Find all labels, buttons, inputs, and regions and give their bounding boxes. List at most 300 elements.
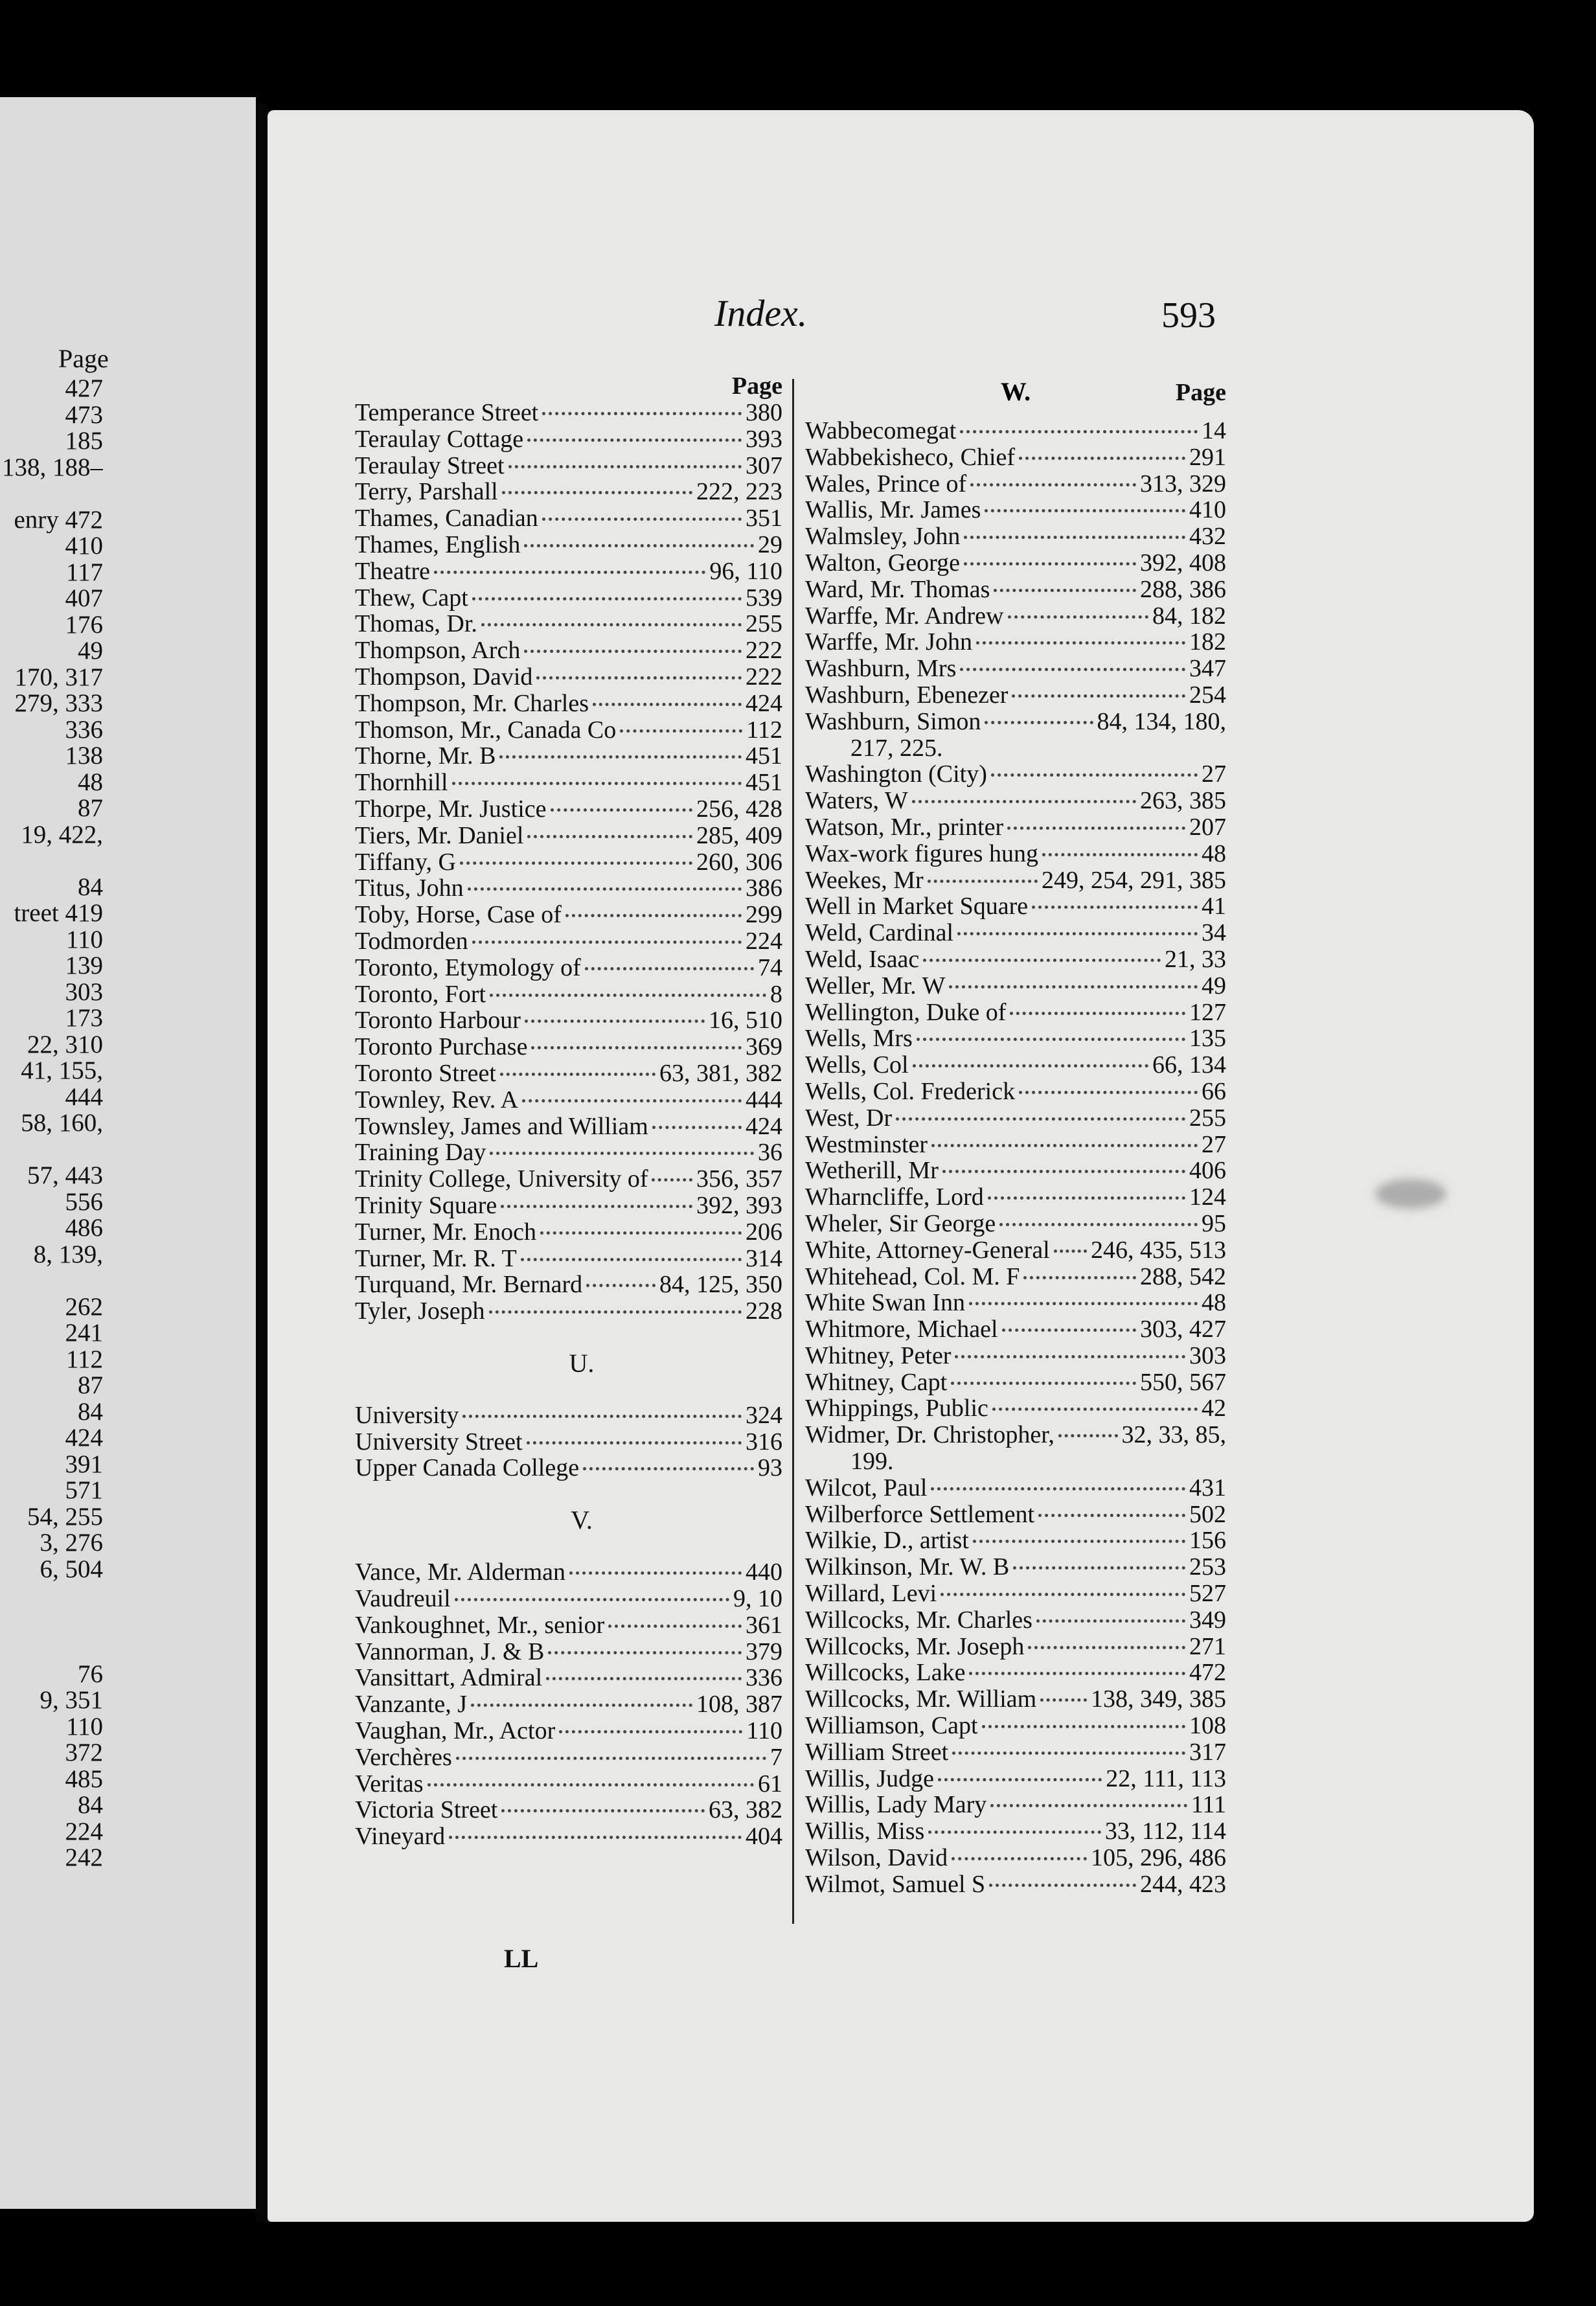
entry-pages: 291 <box>1189 444 1226 471</box>
dot-leader <box>1058 1434 1118 1437</box>
letter-heading-w: W. <box>1000 377 1031 406</box>
dot-leader <box>1032 906 1198 909</box>
entry-name: Willard, Levi <box>805 1581 937 1607</box>
left-page-fragment-line: treet 419 <box>14 900 103 927</box>
left-page-fragment-line: enry 472 <box>14 507 103 533</box>
dot-leader <box>586 1284 656 1287</box>
entry-pages: 316 <box>746 1428 782 1456</box>
index-entry <box>355 585 782 611</box>
left-page-fragment-line: 19, 422, <box>21 821 103 848</box>
entry-pages: 222 <box>746 637 782 664</box>
left-page-fragment-line: 54, 255 <box>27 1503 103 1530</box>
entry-pages: 27 <box>1202 1131 1226 1158</box>
dot-leader <box>1028 1646 1185 1649</box>
entry-pages: 48 <box>1202 840 1226 867</box>
index-entry <box>805 1369 1226 1396</box>
entry-name: West, Dr <box>805 1104 893 1132</box>
index-entry <box>355 1586 782 1612</box>
index-entry <box>805 1475 1226 1501</box>
entry-pages: 9, 10 <box>733 1586 782 1612</box>
dot-leader <box>964 562 1136 565</box>
entry-pages: 351 <box>746 505 782 532</box>
entry-pages: 271 <box>1189 1633 1226 1660</box>
index-entry <box>805 1184 1226 1211</box>
index-entry <box>805 1237 1226 1264</box>
entry-pages: 255 <box>1189 1104 1226 1132</box>
left-page-fragment-line: 6, 504 <box>40 1556 103 1582</box>
dot-leader <box>973 1540 1185 1543</box>
index-entry <box>355 1402 782 1429</box>
left-page-fragment-line: 427 <box>65 376 103 402</box>
index-entry <box>805 1845 1226 1871</box>
entry-pages: 93 <box>758 1455 782 1482</box>
entry-name: Vansittart, Admiral <box>355 1665 543 1692</box>
index-entry <box>355 770 782 796</box>
entry-pages: 29 <box>758 531 782 558</box>
entry-name: Thames, Canadian <box>355 505 538 532</box>
entry-name: Wallis, Mr. James <box>805 497 981 524</box>
dot-leader <box>1008 615 1149 619</box>
entry-pages: 8 <box>770 981 782 1008</box>
dot-leader <box>952 1857 1087 1860</box>
entry-pages: 431 <box>1189 1474 1226 1501</box>
dot-leader <box>472 941 742 944</box>
dot-leader <box>542 518 742 521</box>
entry-name: Toronto Purchase <box>355 1034 528 1060</box>
left-page-fragment-line: 138 <box>65 743 103 770</box>
index-entry <box>355 426 782 453</box>
entry-pages: 356, 357 <box>696 1166 782 1193</box>
entry-pages: 138, 349, 385 <box>1091 1686 1226 1713</box>
dot-leader <box>923 959 1161 962</box>
entry-pages: 108, 387 <box>696 1691 782 1718</box>
index-entry <box>805 1025 1226 1052</box>
left-page-fragment-line: 58, 160, <box>21 1110 103 1137</box>
dot-leader <box>969 1302 1198 1305</box>
left-page-fragment-line: 84 <box>78 1792 103 1819</box>
entry-name: Warffe, Mr. Andrew <box>805 602 1004 630</box>
index-entry <box>805 1132 1226 1158</box>
left-page-entries <box>0 376 103 1871</box>
dot-leader <box>481 623 742 626</box>
index-entry <box>805 1105 1226 1132</box>
dot-leader <box>548 1651 742 1654</box>
index-entry <box>355 1559 782 1586</box>
index-entry <box>805 603 1226 630</box>
entry-pages: 66, 134 <box>1152 1052 1226 1079</box>
book-spine <box>256 104 268 2222</box>
index-entry <box>355 1034 782 1060</box>
entry-pages: 22, 111, 113 <box>1106 1765 1226 1792</box>
index-entry <box>805 761 1226 788</box>
dot-leader <box>985 721 1093 724</box>
entry-name: Toronto Harbour <box>355 1007 521 1034</box>
left-page-fragment-line: 112 <box>65 1346 103 1373</box>
entry-pages: 207 <box>1189 814 1226 841</box>
index-entry <box>355 981 782 1008</box>
entry-pages: 84, 182 <box>1152 602 1226 630</box>
entry-name: Vineyard <box>355 1823 446 1851</box>
entry-name: White, Attorney-General <box>805 1237 1050 1264</box>
entry-pages: 369 <box>746 1034 782 1060</box>
entry-name: Trinity College, University of <box>355 1166 648 1193</box>
entry-name: Vance, Mr. Alderman <box>355 1559 566 1586</box>
entry-name: Turner, Mr. Enoch <box>355 1218 536 1246</box>
index-entry <box>355 1087 782 1113</box>
dot-leader <box>551 808 692 812</box>
entry-name: Teraulay Street <box>355 452 505 479</box>
index-entry <box>805 1686 1226 1713</box>
index-entry <box>805 1660 1226 1686</box>
dot-leader <box>501 1205 692 1208</box>
dot-leader <box>490 1152 754 1155</box>
entry-name: Teraulay Cottage <box>355 426 524 453</box>
index-entry <box>355 955 782 981</box>
dot-leader <box>500 1073 656 1076</box>
entry-name: Wax-work figures hung <box>805 840 1038 867</box>
entry-name: Wharncliffe, Lord <box>805 1184 984 1211</box>
left-page-fragment-line: 22, 310 <box>27 1031 103 1058</box>
signature-mark: LL <box>504 1944 539 1973</box>
entry-pages: 386 <box>746 875 782 902</box>
left-page-fragment-line: 176 <box>65 611 103 638</box>
entry-name: Vannorman, J. & B <box>355 1638 545 1665</box>
index-entry <box>355 1139 782 1166</box>
dot-leader <box>1019 457 1185 460</box>
index-entry <box>355 823 782 849</box>
entry-name: Williamson, Capt <box>805 1713 978 1739</box>
entry-pages: 228 <box>746 1298 782 1325</box>
entry-pages: 112 <box>746 716 782 744</box>
entry-name: Vaughan, Mr., Actor <box>355 1718 556 1744</box>
dot-leader <box>620 729 742 733</box>
index-column-left <box>355 372 782 1850</box>
entry-name: Thompson, David <box>355 663 533 691</box>
dot-leader <box>1054 1250 1087 1253</box>
index-entry <box>805 656 1226 682</box>
index-entry <box>805 629 1226 656</box>
dot-leader <box>585 967 754 970</box>
entry-name: Thorpe, Mr. Justice <box>355 795 547 823</box>
left-page-fragment-line: 49 <box>78 638 103 665</box>
index-entry <box>805 893 1226 920</box>
index-entry <box>805 999 1226 1026</box>
dot-leader <box>912 800 1136 803</box>
left-page-fragment-line: 473 <box>65 402 103 428</box>
entry-pages: 472 <box>1189 1660 1226 1687</box>
entry-name: Weller, Mr. W <box>805 972 946 999</box>
dot-leader <box>952 1752 1185 1755</box>
entry-pages: 111 <box>1191 1792 1226 1819</box>
entry-name: Thompson, Mr. Charles <box>355 690 589 717</box>
left-page-fragment-line: 139 <box>65 953 103 979</box>
dot-leader <box>1013 1566 1185 1570</box>
entry-name: Wellington, Duke of <box>805 999 1007 1026</box>
dot-leader <box>522 1099 742 1102</box>
index-entry <box>355 717 782 744</box>
entry-pages: 260, 306 <box>696 849 782 876</box>
entry-pages: 349 <box>1189 1606 1226 1634</box>
entry-name: Townley, Rev. A <box>355 1086 519 1113</box>
dot-leader <box>434 571 705 574</box>
entry-pages: 206 <box>746 1218 782 1246</box>
entry-name: Ward, Mr. Thomas <box>805 576 990 603</box>
w-entries <box>805 418 1226 735</box>
left-page-fragment <box>0 97 256 2209</box>
entry-pages: 7 <box>770 1744 782 1771</box>
entry-pages: 33, 112, 114 <box>1104 1818 1226 1845</box>
index-entry <box>355 1718 782 1744</box>
dot-leader <box>501 1809 705 1812</box>
index-entry <box>355 453 782 479</box>
entry-pages: 502 <box>1189 1501 1226 1528</box>
dot-leader <box>565 914 742 917</box>
entry-name: Thompson, Arch <box>355 637 521 664</box>
dot-leader <box>985 509 1185 512</box>
left-page-fragment-line: 110 <box>65 926 103 953</box>
index-entry <box>805 523 1226 550</box>
dot-leader <box>989 1884 1136 1887</box>
index-entry <box>355 1113 782 1140</box>
index-entry <box>355 1665 782 1691</box>
index-entry <box>355 1744 782 1771</box>
left-page-fragment-line: 185 <box>65 428 103 455</box>
entry-name: Verchères <box>355 1744 452 1771</box>
entry-pages: 63, 382 <box>709 1797 782 1824</box>
entry-name: Washburn, Simon <box>805 708 981 735</box>
dot-leader <box>652 1178 692 1182</box>
dot-leader <box>976 641 1185 645</box>
index-entry <box>355 928 782 955</box>
entry-pages: 110 <box>746 1718 782 1744</box>
index-entry <box>805 1264 1226 1290</box>
v-entries <box>355 1559 782 1850</box>
entry-name: Temperance Street <box>355 400 539 426</box>
index-entry <box>805 1079 1226 1105</box>
index-entry <box>355 1219 782 1246</box>
entry-pages: 21, 33 <box>1165 946 1226 973</box>
index-entry <box>355 796 782 823</box>
index-entry <box>355 664 782 691</box>
entry-pages: 244, 423 <box>1140 1871 1226 1898</box>
left-page-fragment-line: 87 <box>78 795 103 822</box>
dot-leader <box>951 1382 1136 1385</box>
entry-continuation: 199. <box>850 1448 894 1476</box>
left-page-fragment-line: 170, 317 <box>14 664 103 691</box>
entry-name: Wells, Col <box>805 1052 909 1079</box>
dot-leader <box>1038 1514 1185 1517</box>
entry-pages: 299 <box>746 902 782 928</box>
left-page-fragment-line <box>0 1582 103 1609</box>
entry-name: Wilmot, Samuel S <box>805 1871 986 1898</box>
index-entry <box>805 550 1226 576</box>
page-number: 593 <box>1161 295 1216 336</box>
entry-name: Wells, Mrs <box>805 1025 913 1053</box>
dot-leader <box>988 1196 1185 1200</box>
entry-name: Toronto, Etymology of <box>355 954 581 981</box>
entry-pages: 451 <box>746 743 782 770</box>
entry-name: Waters, W <box>805 788 908 814</box>
dot-leader <box>472 597 742 600</box>
entry-pages: 253 <box>1189 1554 1226 1581</box>
index-entry <box>355 1166 782 1193</box>
entry-pages: 406 <box>1189 1158 1226 1185</box>
entry-name: Willcocks, Mr. William <box>805 1686 1037 1713</box>
entry-pages: 105, 296, 486 <box>1091 1845 1226 1871</box>
left-page-fragment-line: 41, 155, <box>21 1058 103 1084</box>
entry-name: Turner, Mr. R. T <box>355 1245 517 1272</box>
entry-pages: 288, 386 <box>1140 576 1226 603</box>
entry-name: Walmsley, John <box>805 523 961 550</box>
dot-leader <box>456 1757 766 1760</box>
left-page-fragment-line: 486 <box>65 1215 103 1242</box>
entry-continuation: 217, 225. <box>850 734 943 762</box>
entry-pages: 42 <box>1202 1395 1226 1422</box>
entry-pages: 254 <box>1189 681 1226 709</box>
entry-name: Westminster <box>805 1131 928 1158</box>
entry-name: Thew, Capt <box>355 584 468 611</box>
left-page-fragment-line: 372 <box>65 1740 103 1766</box>
dot-leader <box>970 483 1136 486</box>
entry-pages: 451 <box>746 770 782 796</box>
entry-pages: 424 <box>746 690 782 717</box>
index-entry <box>355 1639 782 1665</box>
entry-pages: 303, 427 <box>1140 1316 1226 1343</box>
dot-leader <box>546 1677 742 1680</box>
left-page-fragment-line <box>0 848 103 874</box>
index-entry <box>805 920 1226 946</box>
entry-name: Titus, John <box>355 875 464 902</box>
left-page-fragment-line: 485 <box>65 1766 103 1792</box>
entry-name: Washington (City) <box>805 761 987 788</box>
left-page-fragment-line: 110 <box>65 1713 103 1740</box>
entry-pages: 84, 134, 180, <box>1097 708 1226 735</box>
index-entry <box>355 1060 782 1087</box>
entry-name: Vankoughnet, Mr., senior <box>355 1612 605 1639</box>
dot-leader <box>559 1730 742 1733</box>
dot-leader <box>955 1355 1185 1358</box>
dot-leader <box>569 1571 742 1575</box>
entry-name: Willis, Judge <box>805 1765 935 1792</box>
entry-name: Willcocks, Mr. Charles <box>805 1606 1032 1634</box>
dot-leader <box>957 932 1198 935</box>
dot-leader <box>1036 1619 1185 1623</box>
index-entry <box>805 1713 1226 1739</box>
entry-name: Willcocks, Lake <box>805 1660 966 1687</box>
entry-name: Whitehead, Col. M. F <box>805 1263 1020 1290</box>
entry-name: Tyler, Joseph <box>355 1298 485 1325</box>
dot-leader <box>468 887 742 891</box>
index-entry <box>355 558 782 585</box>
index-entry <box>805 1766 1226 1792</box>
entry-pages: 285, 409 <box>696 822 782 849</box>
dot-leader <box>502 491 692 494</box>
index-entry <box>355 1429 782 1456</box>
entry-name: Thomas, Dr. <box>355 611 477 638</box>
entry-name: Todmorden <box>355 928 468 955</box>
dot-leader <box>524 650 742 653</box>
entry-pages: 307 <box>746 452 782 479</box>
entry-name: Turquand, Mr. Bernard <box>355 1272 583 1299</box>
index-entry <box>805 973 1226 999</box>
left-page-fragment-line: 3, 276 <box>40 1530 103 1557</box>
entry-pages: 74 <box>758 954 782 981</box>
entry-pages: 379 <box>746 1638 782 1665</box>
index-entry <box>355 1612 782 1639</box>
dot-leader <box>608 1625 742 1628</box>
entry-name: Thomson, Mr., Canada Co <box>355 716 617 744</box>
entry-name: Veritas <box>355 1770 424 1798</box>
dot-leader <box>942 1170 1185 1173</box>
index-entry <box>355 1246 782 1272</box>
dot-leader <box>455 1598 729 1601</box>
entry-pages: 347 <box>1189 656 1226 682</box>
left-page-fragment-line: 303 <box>65 979 103 1005</box>
entry-name: White Swan Inn <box>805 1290 965 1317</box>
w-entries <box>805 761 1226 1448</box>
index-entry <box>805 867 1226 894</box>
u-entries <box>355 1402 782 1481</box>
entry-name: Thames, English <box>355 531 521 558</box>
dot-leader <box>913 1064 1149 1067</box>
index-entry <box>805 1422 1226 1448</box>
dot-leader <box>960 668 1185 671</box>
dot-leader <box>527 1441 742 1444</box>
entry-name: Widmer, Dr. Christopher, <box>805 1422 1054 1449</box>
index-entry <box>805 946 1226 973</box>
entry-name: Training Day <box>355 1139 486 1167</box>
entry-pages: 361 <box>746 1612 782 1639</box>
entry-name: Victoria Street <box>355 1797 498 1824</box>
entry-pages: 246, 435, 513 <box>1091 1237 1226 1264</box>
entry-pages: 336 <box>746 1665 782 1692</box>
index-entry <box>355 505 782 532</box>
entry-name: Upper Canada College <box>355 1455 580 1482</box>
index-entry <box>805 1739 1226 1766</box>
entry-name: Willcocks, Mr. Joseph <box>805 1633 1025 1660</box>
entry-name: Wilberforce Settlement <box>805 1501 1035 1528</box>
left-page-fragment-line: 556 <box>65 1189 103 1215</box>
index-entry <box>355 1007 782 1034</box>
entry-pages: 127 <box>1189 999 1226 1026</box>
left-page-fragment-line: 262 <box>65 1294 103 1320</box>
left-page-fragment-line <box>0 481 103 507</box>
dot-leader <box>1019 1091 1198 1094</box>
index-entry <box>805 1554 1226 1581</box>
entry-pages: 34 <box>1202 920 1226 946</box>
entry-name: Whitmore, Michael <box>805 1316 998 1343</box>
dot-leader <box>428 1783 754 1787</box>
index-entry <box>355 875 782 902</box>
index-entry <box>355 1823 782 1850</box>
dot-leader <box>449 1836 742 1839</box>
left-page-fragment-line: 241 <box>65 1320 103 1347</box>
left-page-fragment-line: 242 <box>65 1845 103 1871</box>
entry-name: Vaudreuil <box>355 1586 451 1612</box>
entry-name: Toby, Horse, Case of <box>355 902 562 928</box>
entry-name: Toronto Street <box>355 1060 496 1087</box>
index-entry <box>355 1797 782 1823</box>
entry-pages: 440 <box>746 1559 782 1586</box>
left-page-fragment-line: 279, 333 <box>14 691 103 717</box>
dot-leader <box>524 544 754 547</box>
dot-leader <box>542 412 742 415</box>
dot-leader <box>931 1144 1198 1147</box>
left-page-fragment-line: 444 <box>65 1084 103 1110</box>
entry-pages: 288, 542 <box>1140 1263 1226 1290</box>
entry-pages: 27 <box>1202 761 1226 788</box>
dot-leader <box>917 1038 1185 1041</box>
